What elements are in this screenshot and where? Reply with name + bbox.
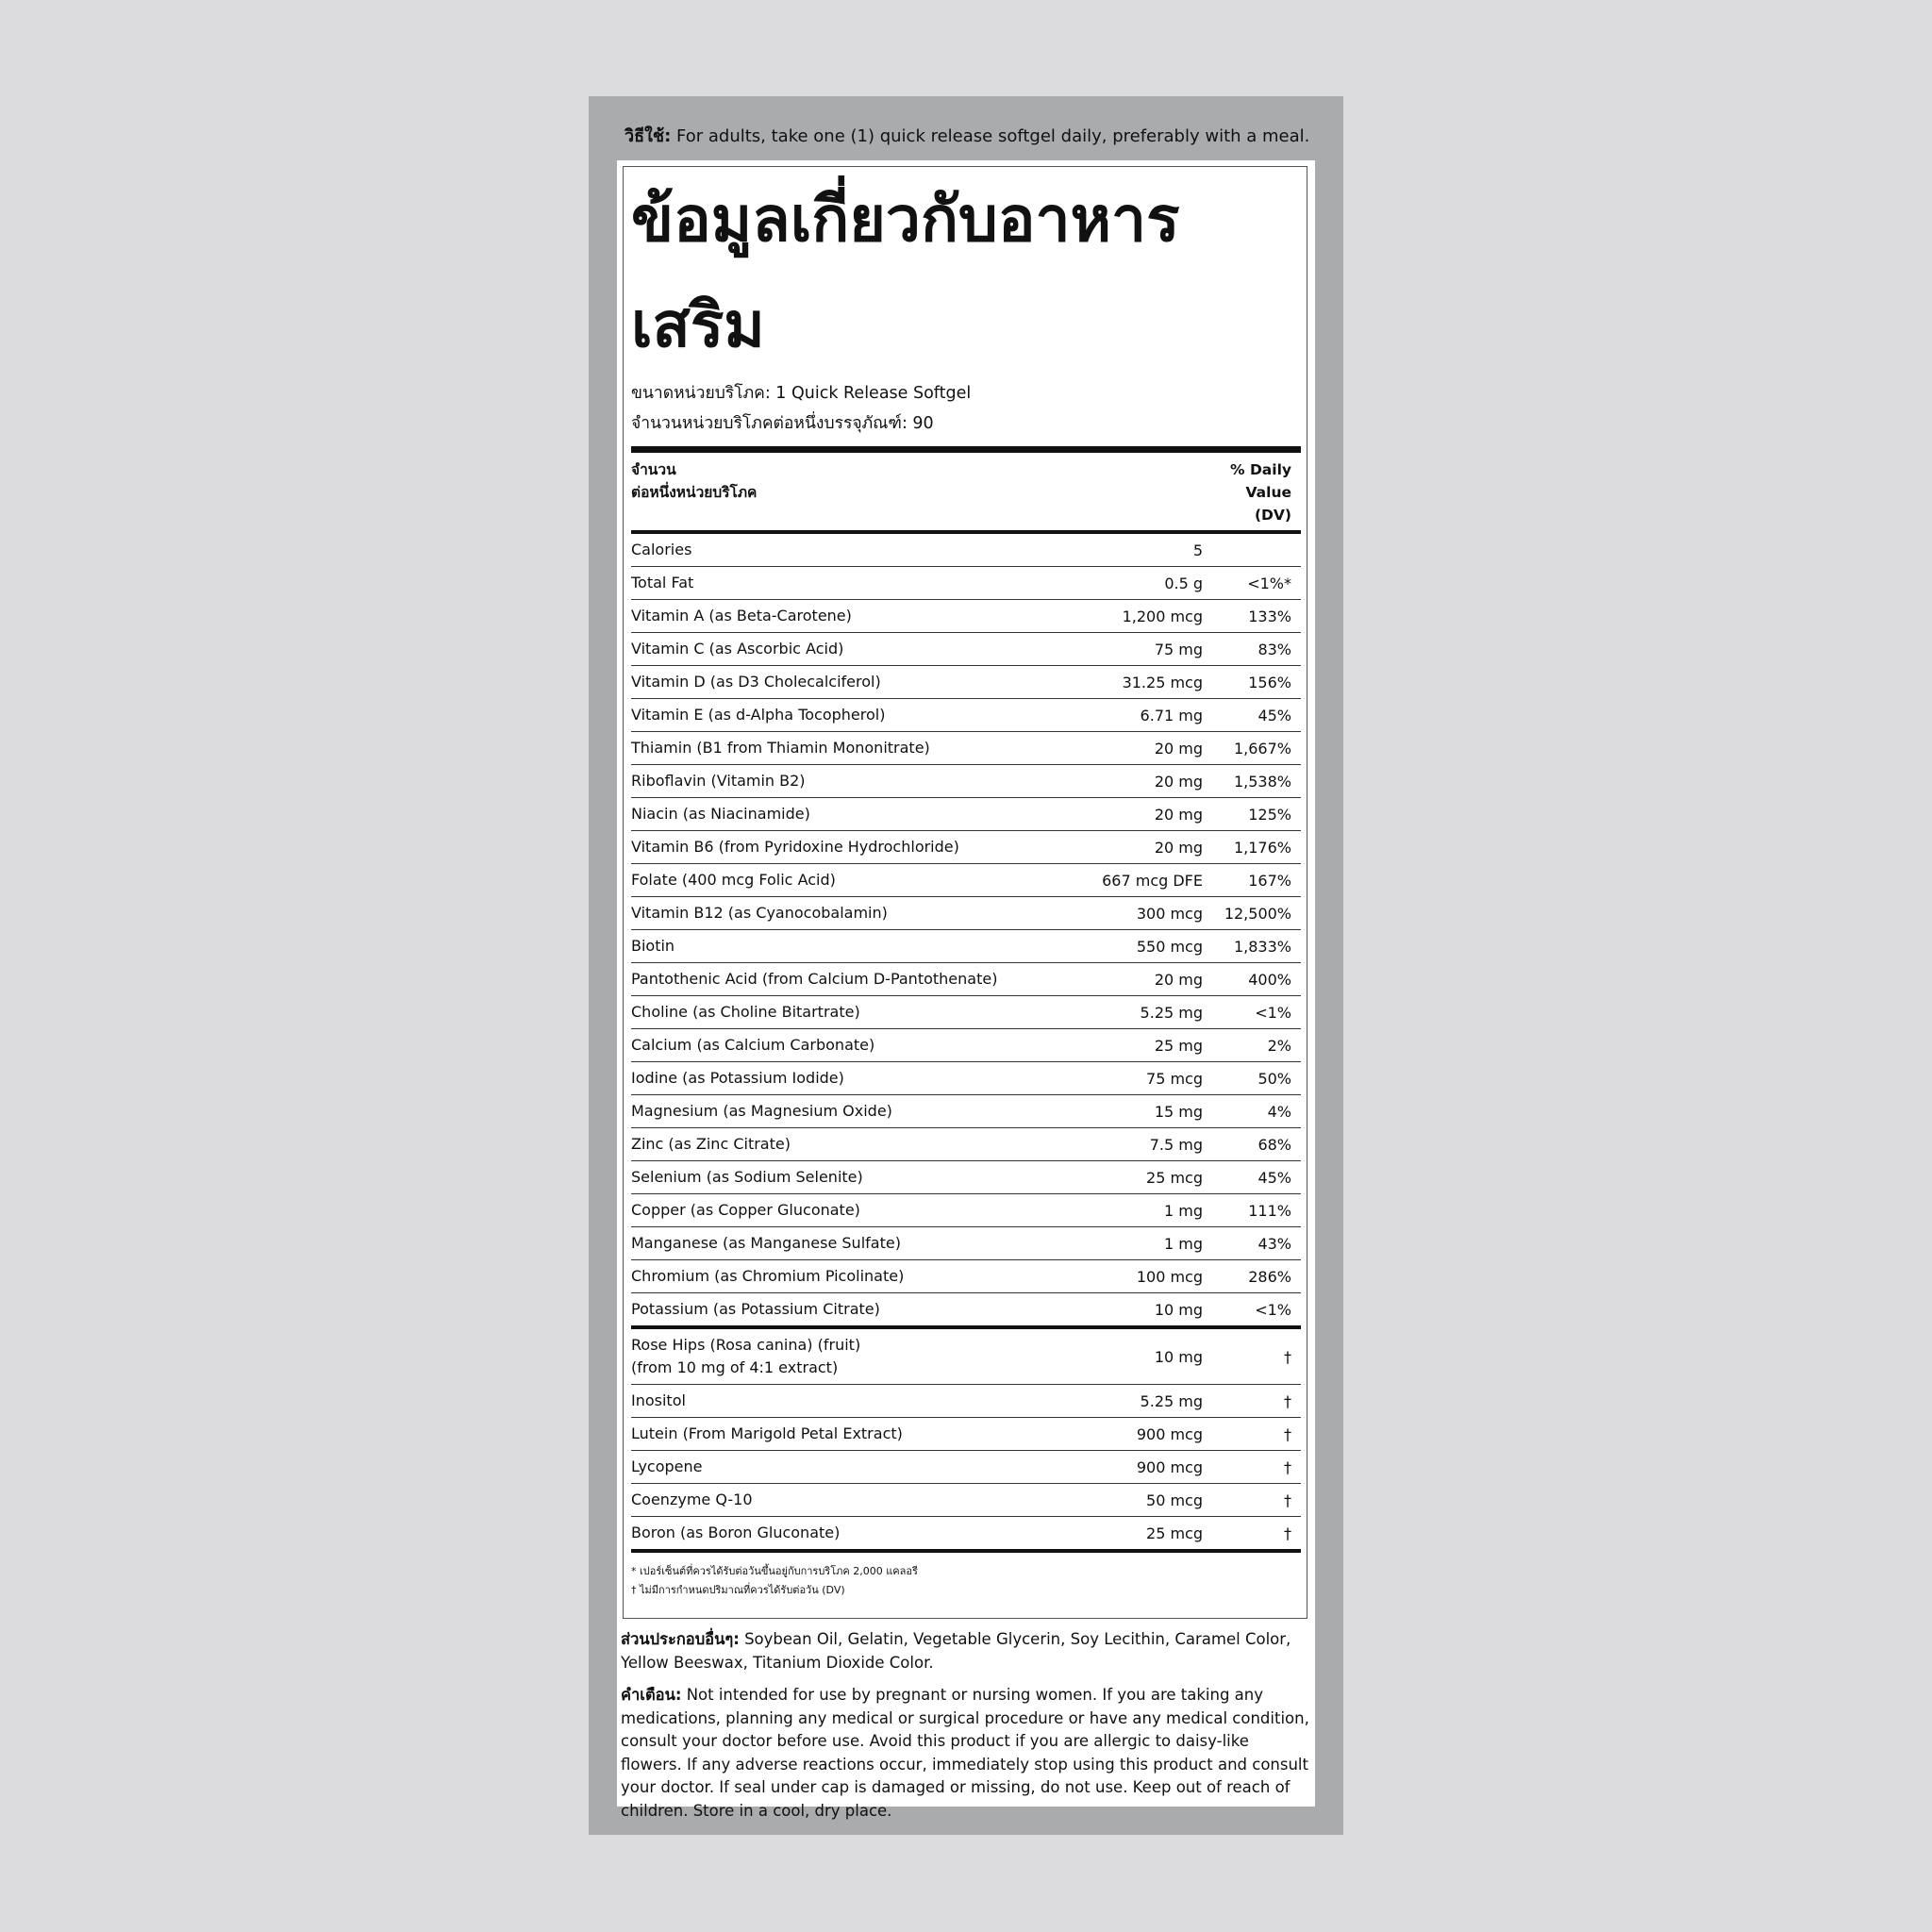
- nutrient-amount: 550 mcg: [1136, 937, 1203, 956]
- nutrient-name: [631, 671, 1052, 693]
- nutrient-dv: 68%: [1257, 1135, 1291, 1154]
- footnotes: [631, 1553, 1301, 1600]
- nutrient-dv: †: [1284, 1524, 1291, 1542]
- nutrient-row: [631, 1385, 1301, 1418]
- nutrient-amount: 7.5 mg: [1149, 1135, 1203, 1154]
- nutrient-name: [631, 1423, 1052, 1445]
- label-panel: [589, 96, 1343, 1835]
- nutrient-name-line: Vitamin C (as Ascorbic Acid): [631, 640, 844, 658]
- header-amount-line2: ต่อหนึ่งหน่วยบริโภค: [631, 484, 758, 501]
- nutrient-amount: 667 mcg DFE: [1102, 871, 1203, 890]
- nutrient-row: [631, 699, 1301, 732]
- nutrient-name: [631, 572, 1052, 594]
- nutrient-name: [631, 836, 1052, 858]
- nutrient-dv: †: [1284, 1391, 1291, 1410]
- nutrient-amount: 10 mg: [1154, 1347, 1203, 1366]
- nutrient-row: [631, 1194, 1301, 1227]
- nutrient-amount: 25 mcg: [1146, 1524, 1203, 1542]
- nutrient-name: [631, 737, 1052, 759]
- nutrient-amount: 25 mcg: [1146, 1168, 1203, 1187]
- nutrient-name: [631, 539, 1052, 561]
- nutrient-name: [631, 1001, 1052, 1024]
- footnote-dv: * เปอร์เซ็นต์ที่ควรได้รับต่อวันขึ้นอยู่กับการบริโภค 2,000 แคลอรี: [631, 1565, 918, 1577]
- nutrient-row: [631, 798, 1301, 831]
- nutrient-amount: 20 mg: [1154, 970, 1203, 989]
- nutrient-name: [631, 1489, 1052, 1511]
- nutrient-dv: 1,538%: [1233, 772, 1291, 791]
- nutrient-list: [631, 534, 1301, 1325]
- nutrient-name-line: Thiamin (B1 from Thiamin Mononitrate): [631, 739, 930, 757]
- nutrient-name: [631, 1100, 1052, 1123]
- nutrient-row: [631, 1227, 1301, 1260]
- nutrient-name-line: Vitamin E (as d-Alpha Tocopherol): [631, 706, 886, 724]
- nutrient-row: [631, 1128, 1301, 1161]
- nutrient-name-line: Chromium (as Chromium Picolinate): [631, 1267, 905, 1285]
- header-dv-line3: (DV): [1254, 507, 1291, 524]
- nutrient-name: [631, 1390, 1052, 1412]
- nutrient-name-line: Zinc (as Zinc Citrate): [631, 1135, 791, 1153]
- directions: [625, 125, 1309, 149]
- nutrient-dv: †: [1284, 1457, 1291, 1476]
- nutrient-name: [631, 1456, 1052, 1478]
- nutrient-name: [631, 638, 1052, 660]
- nutrient-dv: 400%: [1248, 970, 1291, 989]
- nutrient-row: [631, 1293, 1301, 1325]
- nutrient-row: [631, 930, 1301, 963]
- nutrient-name-line: Vitamin B12 (as Cyanocobalamin): [631, 904, 888, 922]
- nutrient-row: [631, 963, 1301, 996]
- nutrient-amount: 10 mg: [1154, 1300, 1203, 1319]
- warning-text: Not intended for use by pregnant or nursing women. If you are taking any medications, planning any medical or surgical procedure or have any medical condition, consult your doctor before use. Avoid this product if you are allergic to daisy-like flowers. If any adverse reactions occur, immediately stop using this product and consult your doctor. If seal under cap is damaged or missing, do not use. Keep out of reach of children. Store in a cool, dry place.: [621, 1686, 1309, 1820]
- nutrient-dv: 43%: [1257, 1234, 1291, 1253]
- nutrient-dv: †: [1284, 1347, 1291, 1366]
- serving-size: ขนาดหน่วยบริโภค: 1 Quick Release Softgel: [631, 384, 972, 403]
- nutrient-amount: 31.25 mcg: [1122, 673, 1203, 691]
- other-ingredients: [621, 1628, 1311, 1674]
- nutrient-amount: 0.5 g: [1164, 574, 1203, 592]
- nutrient-amount: 100 mcg: [1136, 1267, 1203, 1286]
- nutrient-dv: 286%: [1248, 1267, 1291, 1286]
- nutrient-dv: 1,833%: [1233, 937, 1291, 956]
- nutrient-name-line: Folate (400 mcg Folic Acid): [631, 871, 836, 889]
- nutrient-name-line: Copper (as Copper Gluconate): [631, 1201, 860, 1219]
- nutrient-row: [631, 1161, 1301, 1194]
- nutrient-name-line: Potassium (as Potassium Citrate): [631, 1300, 880, 1318]
- nutrient-dv: 83%: [1257, 640, 1291, 658]
- label-text-block: [621, 1628, 1311, 1832]
- nutrient-name-line: Selenium (as Sodium Selenite): [631, 1168, 863, 1186]
- nutrient-name: [631, 1199, 1052, 1222]
- nutrient-name-line: Iodine (as Potassium Iodide): [631, 1069, 844, 1087]
- facts-title: ข้อมูลเกี่ยวกับอาหารเสริม: [631, 183, 1180, 361]
- nutrient-name-line: Calcium (as Calcium Carbonate): [631, 1036, 875, 1054]
- nutrient-row: [631, 1418, 1301, 1451]
- nutrient-amount: 900 mcg: [1136, 1424, 1203, 1443]
- nutrient-amount: 1 mg: [1163, 1201, 1203, 1220]
- directions-label: วิธีใช้:: [625, 126, 672, 146]
- nutrient-dv: 111%: [1248, 1201, 1291, 1220]
- nutrient-row: [631, 534, 1301, 567]
- nutrient-name-line: Vitamin D (as D3 Cholecalciferol): [631, 673, 881, 691]
- nutrient-name: [631, 1298, 1052, 1321]
- nutrient-amount: 20 mg: [1154, 805, 1203, 824]
- nutrient-dv: 50%: [1257, 1069, 1291, 1088]
- nutrient-row: [631, 1095, 1301, 1128]
- divider-thick: [631, 446, 1301, 453]
- nutrient-name: [631, 770, 1052, 792]
- nutrient-dv: <1%*: [1247, 574, 1291, 592]
- label-sheet: [617, 160, 1315, 1820]
- directions-text: For adults, take one (1) quick release softgel daily, preferably with a meal.: [671, 126, 1310, 146]
- nutrient-amount: 5: [1192, 541, 1203, 559]
- nutrient-name-line: Magnesium (as Magnesium Oxide): [631, 1102, 892, 1120]
- nutrient-row: [631, 1484, 1301, 1517]
- nutrient-name-line: Choline (as Choline Bitartrate): [631, 1003, 860, 1021]
- nutrient-row: [631, 1062, 1301, 1095]
- nutrient-name-line: Vitamin A (as Beta-Carotene): [631, 607, 852, 625]
- nutrient-name-line: Manganese (as Manganese Sulfate): [631, 1234, 901, 1252]
- nutrient-amount: 15 mg: [1154, 1102, 1203, 1121]
- nutrient-dv: 4%: [1267, 1102, 1291, 1121]
- nutrient-dv: 45%: [1257, 706, 1291, 724]
- nutrient-row: [631, 600, 1301, 633]
- nutrient-name: [631, 902, 1052, 924]
- nutrient-row: [631, 633, 1301, 666]
- nutrient-name: [631, 1067, 1052, 1090]
- warning: [621, 1684, 1311, 1823]
- table-header: [631, 453, 1301, 530]
- nutrient-name: [631, 605, 1052, 627]
- nutrient-dv: 156%: [1248, 673, 1291, 691]
- nutrient-name-line: Biotin: [631, 937, 675, 955]
- nutrient-name-line: Calories: [631, 541, 692, 558]
- servings-per-container: จำนวนหน่วยบริโภคต่อหนึ่งบรรจุภัณฑ์: 90: [631, 414, 934, 433]
- nutrient-row: [631, 765, 1301, 798]
- nutrient-name: [631, 869, 1052, 891]
- nutrient-name-line: Coenzyme Q-10: [631, 1491, 753, 1508]
- nutrient-name: [631, 1334, 1052, 1379]
- nutrient-amount: 75 mg: [1154, 640, 1203, 658]
- nutrient-row: [631, 864, 1301, 897]
- nutrient-name-line: Total Fat: [631, 574, 694, 591]
- nutrient-row: [631, 831, 1301, 864]
- nutrient-name: [631, 1166, 1052, 1189]
- nutrient-row: [631, 1260, 1301, 1293]
- nutrient-row: [631, 1451, 1301, 1484]
- nutrient-name-line: Vitamin B6 (from Pyridoxine Hydrochloride): [631, 838, 959, 856]
- nutrient-row: [631, 996, 1301, 1029]
- nutrient-row: [631, 1517, 1301, 1549]
- nutrient-row: [631, 732, 1301, 765]
- nutrient-dv: 1,667%: [1233, 739, 1291, 758]
- nutrient-amount: 1 mg: [1163, 1234, 1203, 1253]
- nutrient-amount: 20 mg: [1154, 772, 1203, 791]
- nutrient-name-line: Riboflavin (Vitamin B2): [631, 772, 806, 790]
- nutrient-row: [631, 1029, 1301, 1062]
- nutrient-dv: 45%: [1257, 1168, 1291, 1187]
- nutrient-name: [631, 1034, 1052, 1057]
- header-amount-line1: จำนวน: [631, 461, 676, 478]
- header-dv-line2: Value: [1245, 484, 1291, 501]
- nutrient-dv: 2%: [1267, 1036, 1291, 1055]
- nutrient-name-line: (from 10 mg of 4:1 extract): [631, 1358, 839, 1376]
- nutrient-name-line: Rose Hips (Rosa canina) (fruit): [631, 1336, 861, 1354]
- nutrient-name: [631, 704, 1052, 726]
- nutrient-name: [631, 803, 1052, 825]
- nutrient-dv: 133%: [1248, 607, 1291, 625]
- nutrient-name-line: Lutein (From Marigold Petal Extract): [631, 1424, 903, 1442]
- nutrient-dv: 1,176%: [1233, 838, 1291, 857]
- nutrient-amount: 5.25 mg: [1140, 1391, 1203, 1410]
- nutrient-name: [631, 1522, 1052, 1544]
- nutrient-name: [631, 1265, 1052, 1288]
- nutrient-dv: 125%: [1248, 805, 1291, 824]
- nutrient-dv: †: [1284, 1424, 1291, 1443]
- nutrient-name-line: Inositol: [631, 1391, 686, 1409]
- nutrient-name: [631, 935, 1052, 958]
- nutrient-name: [631, 968, 1052, 991]
- footnote-dagger: † ไม่มีการกำหนดปริมาณที่ควรได้รับต่อวัน (DV): [631, 1584, 845, 1596]
- other-ingredients-text: Soybean Oil, Gelatin, Vegetable Glycerin, Soy Lecithin, Caramel Color, Yellow Beeswax, Titanium Dioxide Color.: [621, 1630, 1291, 1672]
- nutrient-amount: 6.71 mg: [1140, 706, 1203, 724]
- nutrient-dv: <1%: [1255, 1003, 1291, 1022]
- nutrient-row: [631, 897, 1301, 930]
- nutrient-amount: 300 mcg: [1136, 904, 1203, 923]
- nutrient-name-line: Pantothenic Acid (from Calcium D-Pantothenate): [631, 970, 998, 988]
- header-dv-line1: % Daily: [1230, 461, 1291, 478]
- nutrient-name: [631, 1133, 1052, 1156]
- supplement-facts-box: [623, 166, 1307, 1619]
- nutrient-amount: 20 mg: [1154, 739, 1203, 758]
- nutrient-name-line: Niacin (as Niacinamide): [631, 805, 810, 823]
- nutrient-amount: 5.25 mg: [1140, 1003, 1203, 1022]
- nutrient-name: [631, 1232, 1052, 1255]
- nutrient-amount: 50 mcg: [1146, 1491, 1203, 1509]
- nutrient-amount: 20 mg: [1154, 838, 1203, 857]
- nutrient-row: [631, 1329, 1301, 1385]
- nutrient-row: [631, 666, 1301, 699]
- nutrient-dv: †: [1284, 1491, 1291, 1509]
- nutrient-name-line: Boron (as Boron Gluconate): [631, 1524, 841, 1541]
- other-ingredients-label: ส่วนประกอบอื่นๆ:: [621, 1630, 740, 1648]
- warning-label: คำเตือน:: [621, 1686, 682, 1704]
- nutrient-amount: 75 mcg: [1146, 1069, 1203, 1088]
- other-ingredient-list: [631, 1329, 1301, 1549]
- nutrient-row: [631, 567, 1301, 600]
- nutrient-dv: 167%: [1248, 871, 1291, 890]
- nutrient-dv: <1%: [1255, 1300, 1291, 1319]
- nutrient-dv: 12,500%: [1224, 904, 1291, 923]
- nutrient-amount: 1,200 mcg: [1122, 607, 1203, 625]
- nutrient-name-line: Lycopene: [631, 1457, 703, 1475]
- nutrient-amount: 25 mg: [1154, 1036, 1203, 1055]
- nutrient-amount: 900 mcg: [1136, 1457, 1203, 1476]
